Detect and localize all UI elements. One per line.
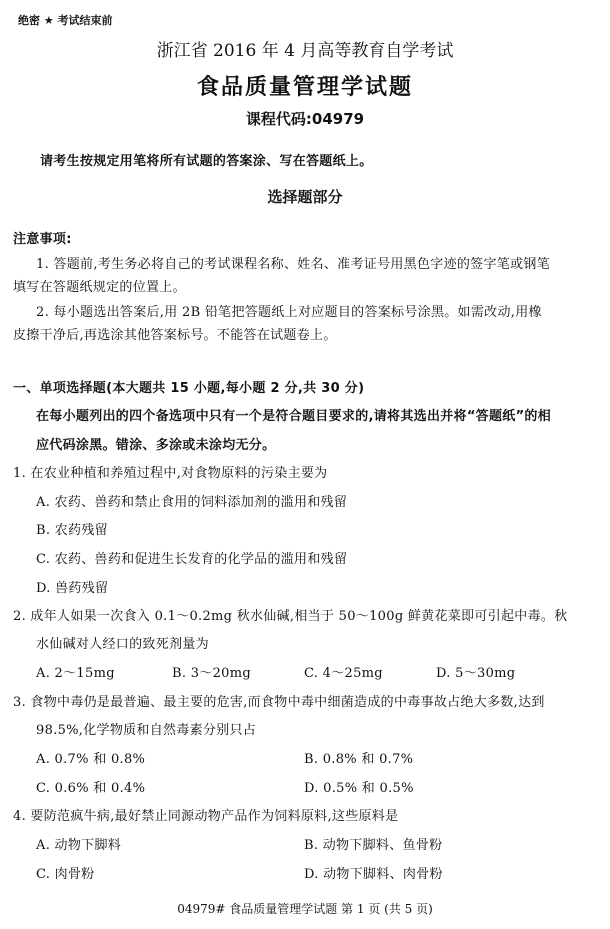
question-3-stem-line-2: 98.5%,化学物质和自然毒素分别只占 — [36, 723, 257, 738]
question-2-option-c: C. 4～25mg — [304, 666, 383, 681]
question-2-option-a: A. 2～15mg — [36, 666, 115, 681]
course-code: 课程代码:04979 — [245, 110, 365, 128]
question-4-option-b: B. 动物下脚料、鱼骨粉 — [304, 838, 443, 853]
question-4-stem: 4. 要防范疯牛病,最好禁止同源动物产品作为饲料原料,这些原料是 — [13, 809, 399, 824]
question-1-option-d: D. 兽药残留 — [36, 581, 109, 596]
part1-description-line-2: 应代码涂黑。错涂、多涂或未涂均无分。 — [36, 438, 276, 453]
question-1-stem: 1. 在农业种植和养殖过程中,对食物原料的污染主要为 — [13, 466, 328, 481]
part1-description-line-1: 在每小题列出的四个备选项中只有一个是符合题目要求的,请将其选出并将“答题纸”的相 — [36, 409, 552, 424]
notes-item-2-line-2: 皮擦干净后,再选涂其他答案标号。不能答在试题卷上。 — [13, 328, 337, 343]
confidential-label: 绝密 ★ 考试结束前 — [18, 14, 113, 27]
question-3-option-b: B. 0.8% 和 0.7% — [304, 752, 414, 767]
question-4-option-c: C. 肉骨粉 — [36, 867, 95, 882]
notes-item-1-line-2: 填写在答题纸规定的位置上。 — [13, 280, 186, 295]
notes-item-2-line-1: 2. 每小题选出答案后,用 2B 铅笔把答题纸上对应题目的答案标号涂黑。如需改动,用橡 — [36, 305, 542, 320]
question-2-stem-line-2: 水仙碱对人经口的致死剂量为 — [36, 637, 209, 652]
section-title: 选择题部分 — [267, 188, 343, 206]
notes-heading: 注意事项: — [13, 232, 72, 247]
question-4-option-d: D. 动物下脚料、肉骨粉 — [304, 867, 443, 882]
question-4-option-a: A. 动物下脚料 — [36, 838, 122, 853]
question-3-option-a: A. 0.7% 和 0.8% — [36, 752, 146, 767]
question-2-option-d: D. 5～30mg — [436, 666, 516, 681]
question-2-stem-line-1: 2. 成年人如果一次食入 0.1～0.2mg 秋水仙碱,相当于 50～100g 鲜黄花菜即可引起中毒。秋 — [13, 609, 568, 624]
part1-heading: 一、单项选择题(本大题共 15 小题,每小题 2 分,共 30 分) — [13, 381, 365, 396]
subject-title: 食品质量管理学试题 — [196, 75, 413, 100]
notes-item-1-line-1: 1. 答题前,考生务必将自己的考试课程名称、姓名、准考证号用黑色字迹的签字笔或钢笔 — [36, 257, 550, 272]
question-3-option-d: D. 0.5% 和 0.5% — [304, 781, 414, 796]
question-3-option-c: C. 0.6% 和 0.4% — [36, 781, 146, 796]
answer-instruction: 请考生按规定用笔将所有试题的答案涂、写在答题纸上。 — [40, 154, 373, 169]
question-1-option-a: A. 农药、兽药和禁止食用的饲料添加剂的滥用和残留 — [36, 495, 348, 510]
question-1-option-c: C. 农药、兽药和促进生长发育的化学品的滥用和残留 — [36, 552, 348, 567]
exam-name: 浙江省 2016 年 4 月高等教育自学考试 — [156, 41, 454, 61]
question-3-stem-line-1: 3. 食物中毒仍是最普遍、最主要的危害,而食物中毒中细菌造成的中毒事故占绝大多数,达到 — [13, 695, 545, 710]
question-2-option-b: B. 3～20mg — [172, 666, 251, 681]
question-1-option-b: B. 农药残留 — [36, 523, 108, 538]
page-footer: 04979# 食品质量管理学试题 第 1 页 (共 5 页) — [177, 902, 433, 916]
